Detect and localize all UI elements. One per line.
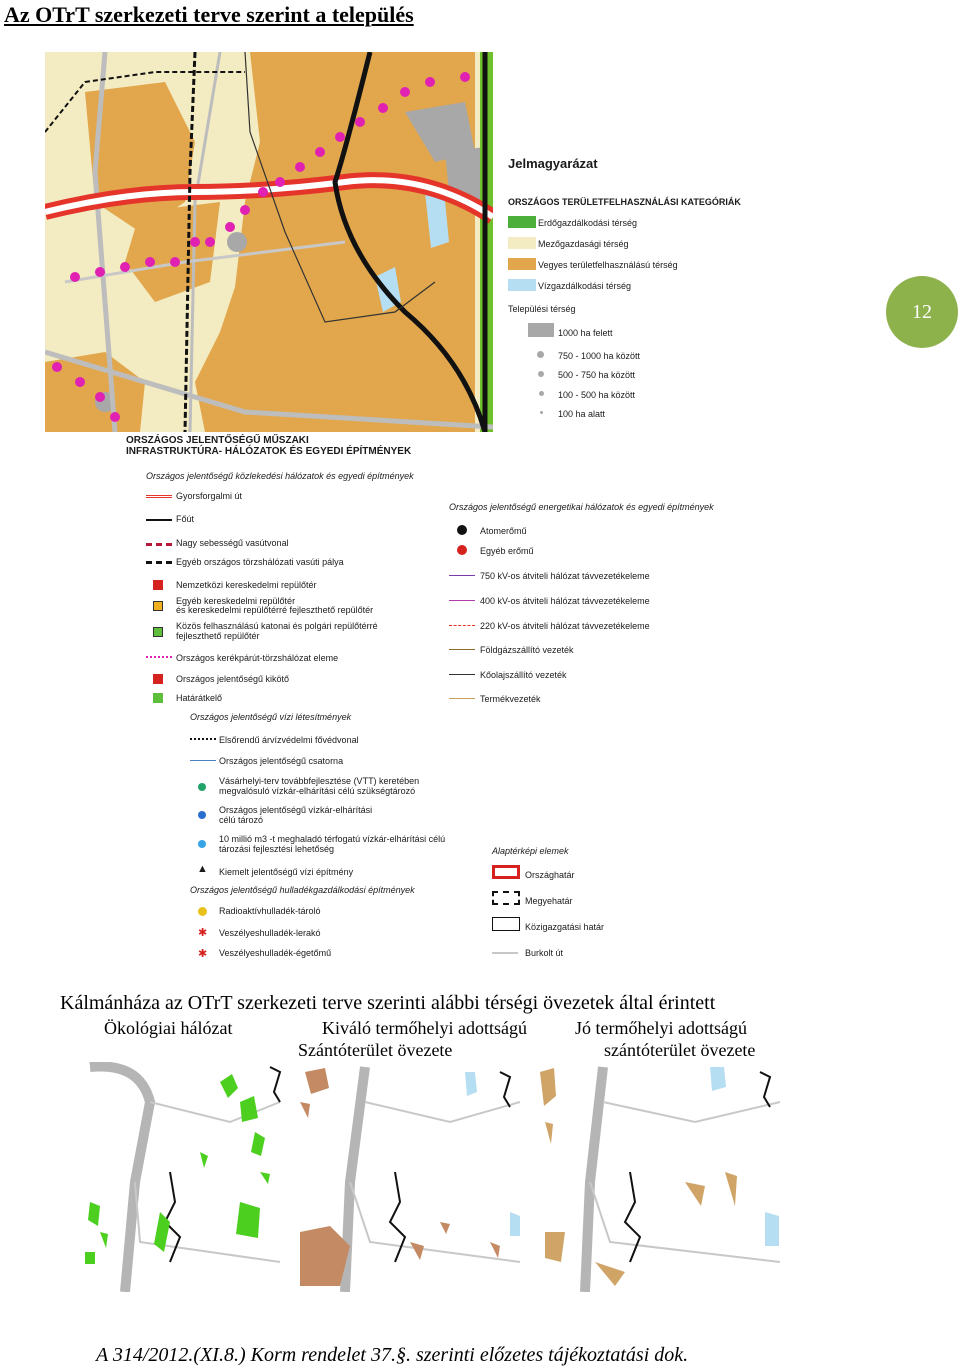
transport-label: és kereskedelmi repülőtérré fejleszthető repülőtér [176, 605, 374, 615]
excellent-farmland-map [300, 1062, 525, 1292]
oil-pipeline-icon [449, 674, 475, 675]
nuclear-plant-icon [457, 525, 467, 535]
base-label: Közigazgatási határ [525, 922, 605, 932]
energy-label: Egyéb erőmű [480, 546, 534, 556]
power-line-220-icon [449, 625, 475, 626]
water-label: Országos jelentőségű vízkár-elhárítási [219, 805, 373, 815]
energy-label: Atomerőmű [480, 526, 527, 536]
water-structure-icon: ▲ [197, 863, 208, 875]
waste-label: Veszélyeshulladék-lerakó [219, 928, 321, 938]
base-label: Országhatár [525, 870, 575, 880]
categories-heading: ORSZÁGOS TERÜLETFELHASZNÁLÁSI KATEGÓRIÁK [508, 197, 741, 207]
energy-label: 400 kV-os átviteli hálózat távvezetékeleme [480, 596, 650, 606]
reservoir-development-icon [198, 840, 206, 848]
settlement-size-label: 500 - 750 ha között [558, 370, 636, 380]
county-border-icon [492, 891, 520, 905]
power-line-750-icon [449, 575, 475, 576]
energy-label: Termékvezeték [480, 694, 541, 704]
legend-category-label: Mezőgazdasági térség [538, 239, 629, 249]
gas-pipeline-icon [449, 649, 475, 650]
legend-swatch-water [508, 279, 536, 291]
transport-label: Egyéb kereskedelmi repülőtér [176, 596, 296, 606]
settlement-size-label: 750 - 1000 ha között [558, 351, 641, 361]
radioactive-icon [198, 907, 207, 916]
canal-line-icon [190, 760, 216, 761]
energy-label: 220 kV-os átviteli hálózat távvezetékeleme [480, 621, 650, 631]
water-label: 10 millió m3 -t meghaladó térfogatú vízkár-elhárítási célú [219, 834, 446, 844]
transport-label: Országos jelentőségű kikötő [176, 674, 290, 684]
settlement-heading: Települési térség [508, 304, 576, 314]
main-road-line-icon [146, 519, 172, 521]
transport-label: Egyéb országos törzshálózati vasúti pálya [176, 557, 344, 567]
footer-reference: A 314/2012.(XI.8.) Korm rendelet 37.§. szerinti előzetes tájékoztatási dok. [96, 1344, 689, 1366]
legend-swatch-agri [508, 237, 536, 249]
water-label: célú tározó [219, 815, 264, 825]
settlement-dot-icon [539, 391, 544, 396]
energy-label: Kőolajszállító vezeték [480, 670, 567, 680]
incinerator-icon: ✱ [198, 948, 208, 960]
transport-label: Közös felhasználású katonai és polgári repülőtérré [176, 621, 378, 631]
power-line-400-icon [449, 600, 475, 601]
expressway-line-icon [146, 495, 172, 498]
settlement-dot-icon [540, 411, 543, 414]
transport-heading: Országos jelentőségű közlekedési hálózatok és egyedi építmények [146, 471, 414, 481]
energy-label: Földgázszállító vezeték [480, 645, 574, 655]
water-label: Elsőrendű árvízvédelmi fővédvonal [219, 735, 359, 745]
structure-plan-map [45, 52, 493, 432]
border-crossing-icon [153, 693, 163, 703]
column-heading-excellent: Kiváló termőhelyi adottságú [322, 1018, 527, 1038]
settlement-size-label: 100 ha alatt [558, 409, 606, 419]
legend-swatch-forest [508, 216, 536, 228]
port-icon [153, 674, 163, 684]
waste-label: Veszélyeshulladék-égetőmű [219, 948, 332, 958]
waste-label: Radioaktívhulladék-tároló [219, 906, 321, 916]
transport-label: Nemzetközi kereskedelmi repülőtér [176, 580, 317, 590]
page-title: Az OTrT szerkezeti terve szerint a település [4, 2, 414, 27]
legend-category-label: Vízgazdálkodási térség [538, 281, 632, 291]
admin-border-icon [492, 917, 520, 931]
settlement-dot-icon [537, 351, 544, 358]
energy-heading: Országos jelentőségű energetikai hálózatok és egyedi építmények [449, 502, 714, 512]
transport-label: Országos kerékpárút-törzshálózat eleme [176, 653, 339, 663]
flood-defence-line-icon [190, 738, 216, 740]
infra-heading-2: INFRASTRUKTÚRA- HÁLÓZATOK ÉS EGYEDI ÉPÍTMÉNYEK [126, 446, 412, 457]
legend-swatch-mixed [508, 258, 536, 270]
transport-label: Nagy sebességű vasútvonal [176, 538, 289, 548]
transport-label: Gyorsforgalmi út [176, 491, 243, 501]
column-heading-ecological: Ökológiai hálózat [104, 1018, 233, 1038]
reservoir-icon [198, 811, 206, 819]
water-label: tározási fejlesztési lehetőség [219, 844, 335, 854]
railway-line-icon [146, 561, 172, 564]
country-border-icon [492, 865, 520, 879]
column-subheading-good: szántóterület övezete [604, 1040, 756, 1060]
product-pipeline-icon [449, 698, 475, 699]
transport-label: fejleszthető repülőtér [176, 631, 260, 641]
water-heading: Országos jelentőségű vízi létesítmények [190, 712, 352, 722]
column-subheading-excellent: Szántóterület övezete [298, 1040, 453, 1060]
airport-icon [153, 601, 163, 611]
ecological-network-map [80, 1062, 285, 1292]
water-label: megvalósuló vízkár-elhárítási célú szükségtározó [219, 786, 416, 796]
water-label: Vásárhelyi-terv továbbfejlesztése (VTT) keretében [219, 776, 420, 786]
base-label: Burkolt út [525, 948, 564, 958]
water-label: Országos jelentőségű csatorna [219, 756, 344, 766]
legend-category-label: Erdőgazdálkodási térség [538, 218, 638, 228]
reservoir-vtt-icon [198, 783, 206, 791]
settlement-dot-icon [538, 371, 544, 377]
base-label: Megyehatár [525, 896, 573, 906]
legend-category-label: Vegyes területfelhasználású térség [538, 260, 678, 270]
infra-heading-1: ORSZÁGOS JELENTŐSÉGŰ MŰSZAKI [126, 435, 309, 446]
water-label: Kiemelt jelentőségű vízi építmény [219, 867, 354, 877]
zones-caption: Kálmánháza az OTrT szerkezeti terve szerinti alábbi térségi övezetek által érintett [60, 992, 716, 1014]
hazardous-landfill-icon: ✱ [198, 927, 208, 939]
military-airport-icon [153, 627, 163, 637]
base-heading: Alaptérképi elemek [492, 846, 569, 856]
cycle-route-icon [146, 656, 172, 658]
column-heading-good: Jó termőhelyi adottságú [575, 1018, 747, 1038]
energy-label: 750 kV-os átviteli hálózat távvezetékeleme [480, 571, 650, 581]
transport-label: Főút [176, 514, 195, 524]
legend-title: Jelmagyarázat [508, 156, 598, 171]
power-plant-icon [457, 545, 467, 555]
paved-road-icon [492, 952, 518, 954]
page-number-badge: 12 [886, 276, 958, 348]
transport-label: Határátkelő [176, 693, 223, 703]
good-farmland-map [535, 1062, 783, 1292]
settlement-size-label: 100 - 500 ha között [558, 390, 636, 400]
high-speed-rail-icon [146, 543, 172, 546]
settlement-size-label: 1000 ha felett [558, 328, 613, 338]
international-airport-icon [153, 580, 163, 590]
legend-swatch-settlement [528, 323, 554, 337]
waste-heading: Országos jelentőségű hulladékgazdálkodási építmények [190, 885, 415, 895]
